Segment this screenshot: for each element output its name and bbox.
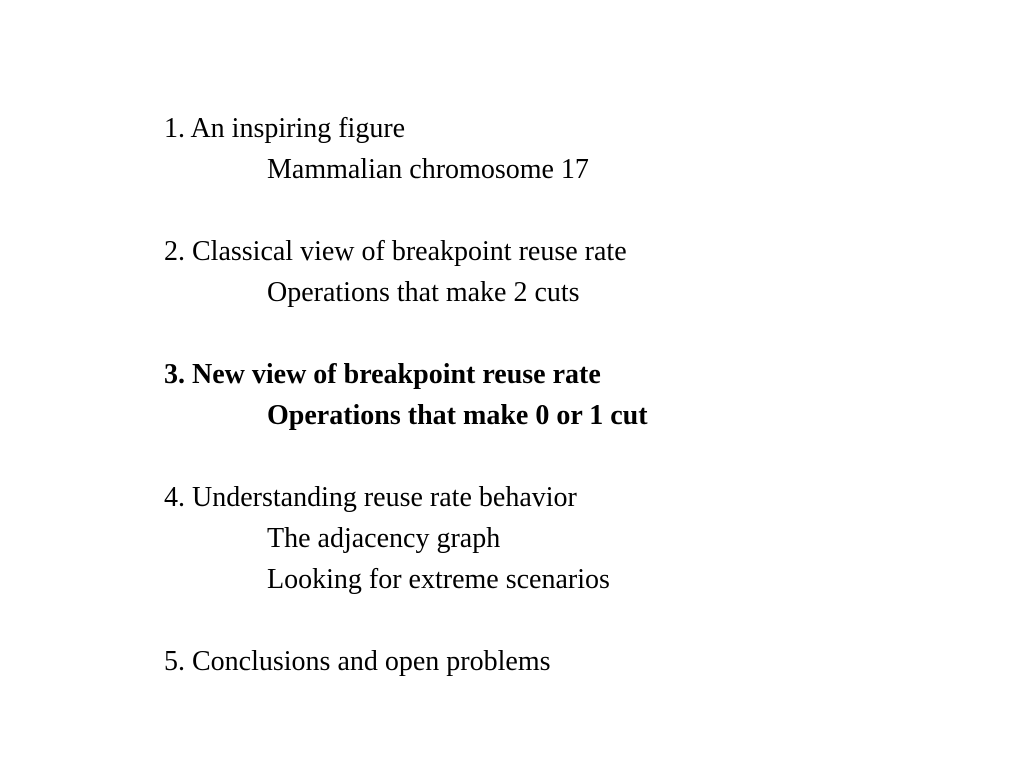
section-subitem: Operations that make 0 or 1 cut bbox=[267, 400, 648, 431]
section-subitem: Operations that make 2 cuts bbox=[267, 277, 580, 308]
outline-section-3-current bbox=[164, 354, 648, 436]
outline-section-1 bbox=[164, 108, 648, 190]
section-subitem: The adjacency graph bbox=[267, 523, 501, 554]
outline-section-5 bbox=[164, 641, 648, 682]
section-title: 1. An inspiring figure bbox=[164, 113, 406, 144]
section-title: 2. Classical view of breakpoint reuse rate bbox=[164, 236, 627, 267]
section-title: 3. New view of breakpoint reuse rate bbox=[164, 359, 601, 390]
section-subitem: Mammalian chromosome 17 bbox=[267, 154, 589, 185]
spacer bbox=[164, 436, 648, 477]
spacer bbox=[164, 313, 648, 354]
outline-section-4 bbox=[164, 477, 648, 600]
section-title: 5. Conclusions and open problems bbox=[164, 646, 551, 677]
section-title: 4. Understanding reuse rate behavior bbox=[164, 482, 577, 513]
spacer bbox=[164, 190, 648, 231]
spacer bbox=[164, 600, 648, 641]
outline-section-2 bbox=[164, 231, 648, 313]
section-subitem: Looking for extreme scenarios bbox=[267, 564, 610, 595]
outline-list bbox=[164, 108, 648, 682]
